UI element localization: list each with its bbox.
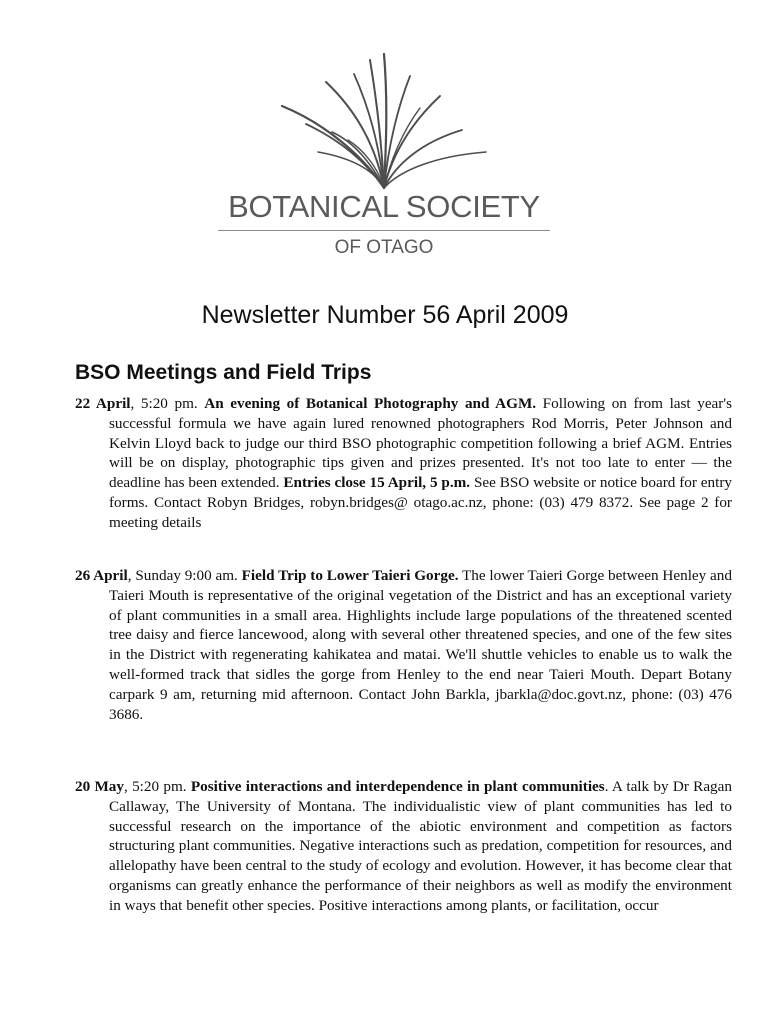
event-description: The lower Taieri Gorge between Henley and Taieri Mouth is representative of the original vegetation of the District and has an exceptional variety of plant communities in a small area. Highlights include large populations of the threatened scented tree daisy and fierce lancewood, along with several other threatened species, and one of the few sites in the District with regenerating kahikatea and matai. We'll shuttle vehicles to enable us to walk the well-formed track that sidles the gorge from Henley to the end near Taieri Mouth. Depart Botany carpark 9 am, returning mid afternoon. Contact John Barkla, jbarkla@doc.govt.nz, phone: (03) 476 3686. <box>109 567 732 723</box>
society-subname: OF OTAGO <box>334 237 434 258</box>
event-title: Positive interactions and interdependence in plant communities <box>190 778 605 795</box>
event-time: , 5:20 pm. <box>130 395 205 412</box>
event-date: 20 May <box>75 778 124 795</box>
logo-divider <box>218 230 550 231</box>
event-date: 22 April <box>75 395 131 412</box>
society-name: BOTANICAL SOCIETY <box>228 189 540 224</box>
section-heading: BSO Meetings and Field Trips <box>75 361 372 384</box>
newsletter-title: Newsletter Number 56 April 2009 <box>201 301 569 329</box>
grass-fronds-icon <box>214 52 554 192</box>
event-time: , 5:20 pm. <box>124 778 191 795</box>
event-title: Field Trip to Lower Taieri Gorge. <box>241 567 459 584</box>
event-description: Following on from last year's successful formula we have again lured renowned photographers Rod Morris, Peter Johnson and Kelvin Lloyd back to judge our third BSO photographic competition following a brief AGM. Entries will be on display, photographic tips given and prizes presented. It's not too late to enter — the deadline has been extended. <box>109 395 733 492</box>
event-title: An evening of Botanical Photography and AGM. <box>204 395 537 412</box>
event-date: 26 April <box>75 567 128 584</box>
event-entry <box>75 394 732 533</box>
society-logo <box>214 52 554 267</box>
event-entry <box>75 566 732 724</box>
event-time: , Sunday 9:00 am. <box>127 567 242 584</box>
event-entry <box>75 777 732 916</box>
event-description: . A talk by Dr Ragan Callaway, The University of Montana. The individualistic view of plant communities has led to successful research on the importance of the abiotic environment and competition as factors structuring plant communities. Negative interactions such as predation, competition for resources, and allelopathy have been central to the study of ecology and evolution. However, it has become clear that organisms can greatly enhance the performance of their neighbors as well as modify the environment in ways that benefit other species. Positive interactions among plants, or facilitation, occur <box>109 778 732 914</box>
event-contact: See BSO website or notice board for entry forms. Contact Robyn Bridges, robyn.bridges@ otago.ac.nz, phone: (03) 479 8372. See page 2 for meeting details <box>109 474 732 531</box>
event-deadline: Entries close 15 April, 5 p.m. <box>283 474 471 492</box>
